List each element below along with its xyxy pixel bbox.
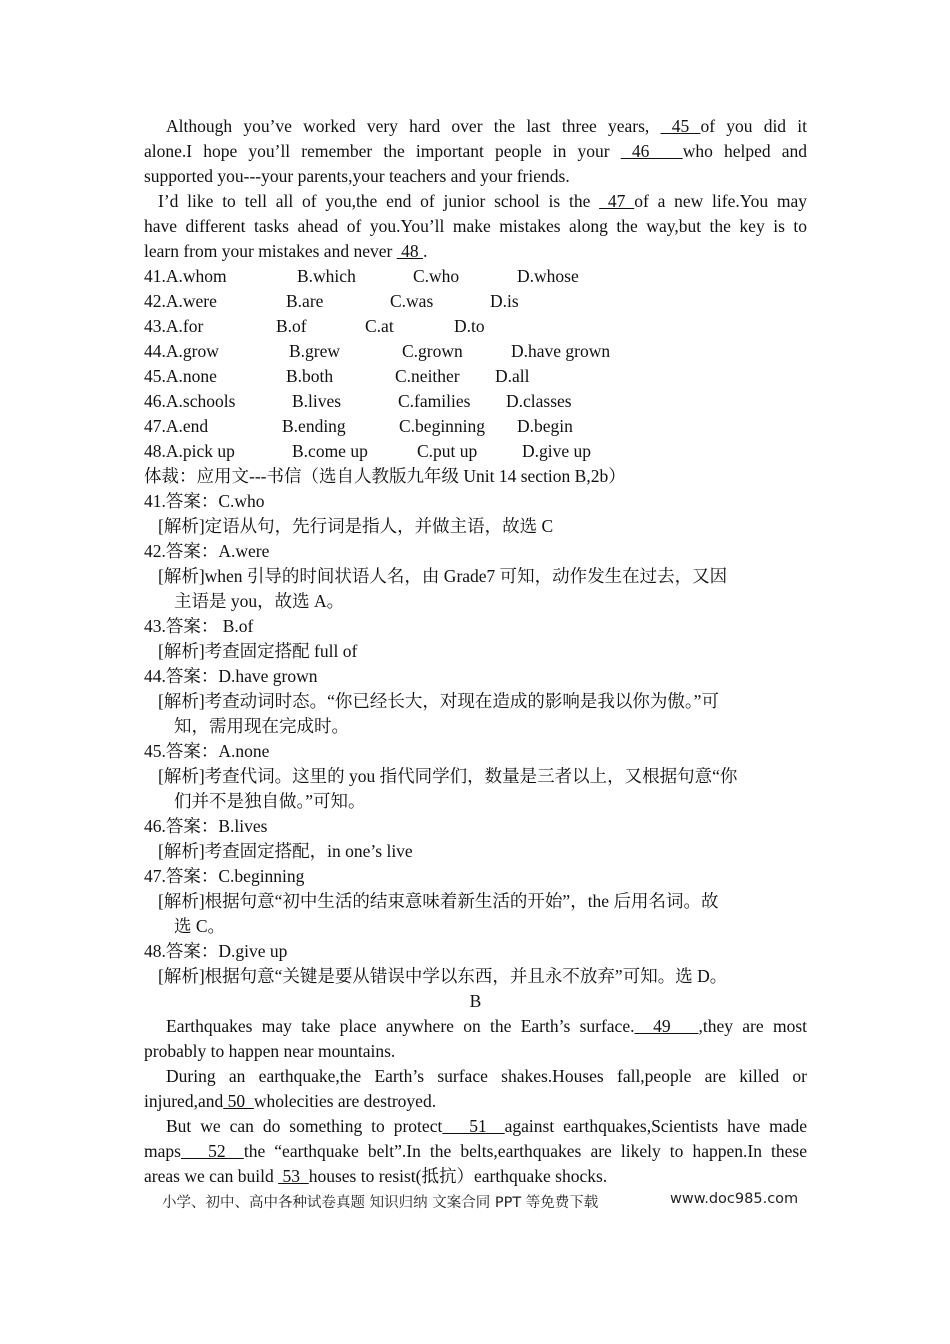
question-row xyxy=(144,389,807,414)
answer-43: 43.答案： B.of xyxy=(144,616,254,636)
document-page xyxy=(144,114,807,1189)
passage-a-line: learn from your mistakes and never 48 . xyxy=(144,241,428,261)
passage-b-line: areas we can build 53 houses to resist(抵抗）earthquake shocks. xyxy=(144,1166,608,1186)
explanation-45: [解析]考查代词。这里的 you 指代同学们，数量是三者以上，又根据句意“你 xyxy=(158,766,738,786)
explanation-41: [解析]定语从句，先行词是指人，并做主语，故选 C xyxy=(158,516,554,536)
section-b-heading: B xyxy=(469,991,482,1011)
option-c: C.beginning xyxy=(399,416,486,436)
passage-a-line: I’d like to tell all of you,the end of junior school is the 47 of a new life.You may xyxy=(158,191,808,211)
option-b: B.are xyxy=(286,291,324,311)
option-b: B.which xyxy=(297,266,356,286)
blank-53: 53 xyxy=(278,1166,309,1186)
page-footer xyxy=(162,1191,802,1212)
answer-48: 48.答案：D.give up xyxy=(144,941,288,961)
option-a: 44.A.grow xyxy=(144,341,219,361)
option-a: 43.A.for xyxy=(144,316,204,336)
passage-b-line: probably to happen near mountains. xyxy=(144,1041,396,1061)
option-a: 46.A.schools xyxy=(144,391,236,411)
blank-51: 51 xyxy=(442,1116,505,1136)
genre-line: 体裁：应用文---书信（选自人教版九年级 Unit 14 section B,2b） xyxy=(144,466,626,486)
option-a: 48.A.pick up xyxy=(144,441,235,461)
question-row xyxy=(144,289,807,314)
option-d: D.all xyxy=(495,366,530,386)
explanation-46: [解析]考查固定搭配，in one’s live xyxy=(158,841,413,861)
option-b: B.ending xyxy=(282,416,346,436)
question-row xyxy=(144,439,807,464)
blank-45: 45 xyxy=(660,116,701,136)
option-c: C.families xyxy=(398,391,471,411)
option-a: 45.A.none xyxy=(144,366,217,386)
passage-a-line: alone.I hope you’ll remember the important people in your 46 who helped and xyxy=(144,141,808,161)
explanation-42: [解析]when 引导的时间状语人名，由 Grade7 可知，动作发生在过去，又因 xyxy=(158,566,728,586)
option-b: B.both xyxy=(286,366,334,386)
explanation-45-cont: 们并不是独自做。”可知。 xyxy=(174,791,366,811)
question-row xyxy=(144,264,807,289)
passage-b-line: During an earthquake,the Earth’s surface shakes.Houses fall,people are killed or xyxy=(166,1066,807,1086)
option-a: 47.A.end xyxy=(144,416,209,436)
explanation-48: [解析]根据句意“关键是要从错误中学以东西，并且永不放弃”可知。选 D。 xyxy=(158,966,728,986)
option-b: B.lives xyxy=(292,391,342,411)
option-c: C.was xyxy=(390,291,434,311)
question-row xyxy=(144,339,807,364)
answer-42: 42.答案：A.were xyxy=(144,541,270,561)
option-d: D.whose xyxy=(517,266,579,286)
blank-52: 52 xyxy=(180,1141,244,1161)
question-row xyxy=(144,364,807,389)
answer-44: 44.答案：D.have grown xyxy=(144,666,318,686)
option-c: C.who xyxy=(413,266,460,286)
option-d: D.have grown xyxy=(511,341,611,361)
passage-b-line: But we can do something to protect 51 against earthquakes,Scientists have made xyxy=(166,1116,808,1136)
option-b: B.grew xyxy=(289,341,341,361)
answer-45: 45.答案：A.none xyxy=(144,741,270,761)
option-c: C.neither xyxy=(395,366,460,386)
passage-b-line: maps 52 the “earthquake belt”.In the belts,earthquakes are likely to happen.In these xyxy=(144,1141,808,1161)
explanation-44-cont: 知，需用现在完成时。 xyxy=(174,716,349,736)
option-c: C.grown xyxy=(402,341,463,361)
option-b: B.of xyxy=(276,316,307,336)
passage-a-line: have different tasks ahead of you.You’ll make mistakes along the way,but the key is to xyxy=(144,216,807,236)
option-a: 41.A.whom xyxy=(144,266,227,286)
option-b: B.come up xyxy=(292,441,368,461)
option-d: D.to xyxy=(454,316,485,336)
blank-48: 48 xyxy=(396,241,423,261)
option-d: D.classes xyxy=(506,391,572,411)
blank-47: 47 xyxy=(599,191,635,211)
option-d: D.begin xyxy=(517,416,573,436)
answer-47: 47.答案：C.beginning xyxy=(144,866,305,886)
option-d: D.is xyxy=(490,291,519,311)
passage-b-line: Earthquakes may take place anywhere on the Earth’s surface. 49 ,they are most xyxy=(166,1016,807,1036)
explanation-42-cont: 主语是 you，故选 A。 xyxy=(174,591,345,611)
blank-50: 50 xyxy=(223,1091,254,1111)
answer-41: 41.答案：C.who xyxy=(144,491,265,511)
blank-46: 46 xyxy=(620,141,683,161)
explanation-47: [解析]根据句意“初中生活的结束意味着新生活的开始”，the 后用名词。故 xyxy=(158,891,719,911)
blank-49: 49 xyxy=(634,1016,699,1036)
question-row xyxy=(144,414,807,439)
passage-a-line: supported you---your parents,your teachers and your friends. xyxy=(144,166,570,186)
option-a: 42.A.were xyxy=(144,291,217,311)
option-c: C.at xyxy=(365,316,394,336)
option-d: D.give up xyxy=(522,441,592,461)
option-c: C.put up xyxy=(417,441,478,461)
passage-b-line: injured,and 50 wholecities are destroyed. xyxy=(144,1091,437,1111)
footer-site-link[interactable]: www.doc985.com xyxy=(670,1191,799,1207)
question-row xyxy=(144,314,807,339)
explanation-47-cont: 选 C。 xyxy=(174,916,226,936)
explanation-43: [解析]考查固定搭配 full of xyxy=(158,641,358,661)
footer-text: 小学、初中、高中各种试卷真题 知识归纳 文案合同 PPT 等免费下载 xyxy=(162,1195,599,1211)
answer-46: 46.答案：B.lives xyxy=(144,816,268,836)
explanation-44: [解析]考查动词时态。“你已经长大，对现在造成的影响是我以你为傲。”可 xyxy=(158,691,719,711)
passage-a-line: Although you’ve worked very hard over the last three years, 45 of you did it xyxy=(166,116,807,136)
